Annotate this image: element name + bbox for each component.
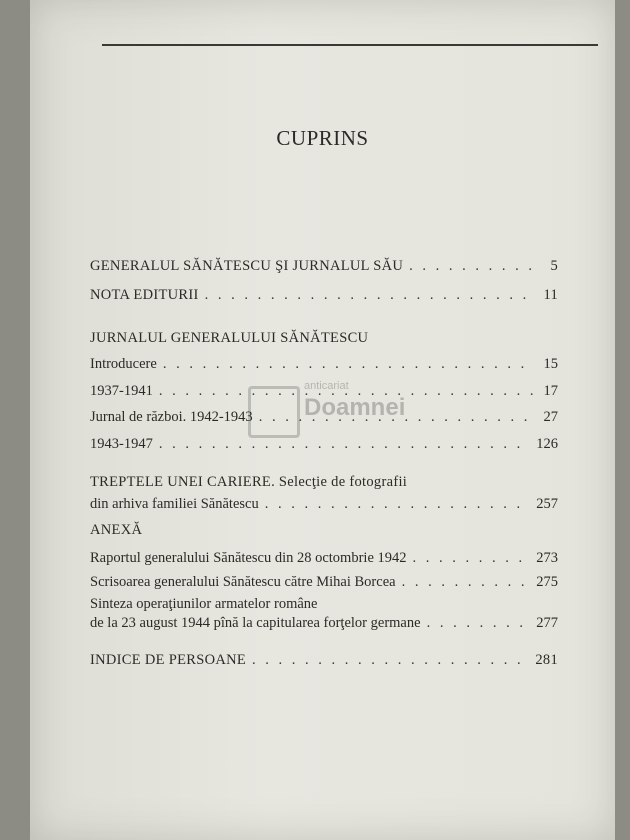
dot-leader (413, 550, 531, 567)
toc-entry-label: de la 23 august 1944 pînă la capitularea forţelor germane (90, 615, 421, 631)
toc-entry[interactable] (90, 652, 558, 669)
toc-entry-label: Jurnal de război. 1942-1943 (90, 409, 253, 425)
toc-entry-first-line: Sinteza operaţiunilor armatelor române (90, 596, 318, 612)
dot-leader (409, 258, 534, 275)
toc-page-number: 27 (543, 409, 558, 425)
toc-entry[interactable] (90, 409, 558, 426)
toc-entry[interactable] (90, 496, 558, 513)
toc-entry[interactable] (90, 383, 558, 400)
section-heading: ANEXĂ (90, 522, 143, 538)
dot-leader (252, 652, 529, 669)
dot-leader (265, 496, 531, 513)
toc-page-number: 273 (536, 550, 558, 566)
toc-page-number: 126 (536, 436, 558, 452)
watermark-small-text: anticariat (304, 380, 349, 392)
toc-entry-first-line: TREPTELE UNEI CARIERE. Selecţie de fotografii (90, 474, 408, 490)
toc-page-number: 11 (543, 287, 558, 303)
toc-page-number: 257 (536, 496, 558, 512)
toc-entry[interactable] (90, 615, 558, 632)
dot-leader (259, 409, 534, 426)
toc-entry[interactable] (90, 287, 558, 304)
toc-entry[interactable] (90, 356, 558, 373)
watermark-big-text: Doamnei (304, 394, 406, 421)
dot-leader (159, 383, 534, 400)
page-title: CUPRINS (276, 126, 369, 150)
dot-leader (205, 287, 534, 304)
dot-leader (402, 574, 531, 591)
toc-entry[interactable] (90, 550, 558, 567)
book-page (30, 0, 615, 840)
toc-page-number: 15 (543, 356, 558, 372)
toc-page-number: 281 (535, 652, 558, 668)
toc-entry-label: din arhiva familiei Sănătescu (90, 496, 259, 512)
toc-page-number: 17 (543, 383, 558, 399)
toc-entry-label: Introducere (90, 356, 157, 372)
toc-page-number: 275 (536, 574, 558, 590)
toc-entry-label: 1937-1941 (90, 383, 153, 399)
toc-entry-label: Scrisoarea generalului Sănătescu către Mihai Borcea (90, 574, 396, 590)
toc-entry-label: 1943-1947 (90, 436, 153, 452)
toc-page-number: 277 (536, 615, 558, 631)
toc-entry-label: INDICE DE PERSOANE (90, 652, 247, 668)
toc-entry-label: GENERALUL SĂNĂTESCU ŞI JURNALUL SĂU (90, 258, 404, 274)
toc-entry[interactable] (90, 436, 558, 453)
toc-entry-label: Raportul generalului Sănătescu din 28 octombrie 1942 (90, 550, 407, 566)
toc-entry[interactable] (90, 258, 558, 275)
dot-leader (159, 436, 530, 453)
toc-entry[interactable] (90, 574, 558, 591)
section-heading: JURNALUL GENERALULUI SĂNĂTESCU (90, 330, 369, 346)
top-rule (102, 44, 598, 46)
toc-entry-label: NOTA EDITURII (90, 287, 199, 303)
toc-page-number: 5 (550, 258, 558, 274)
dot-leader (163, 356, 534, 373)
dot-leader (427, 615, 531, 632)
